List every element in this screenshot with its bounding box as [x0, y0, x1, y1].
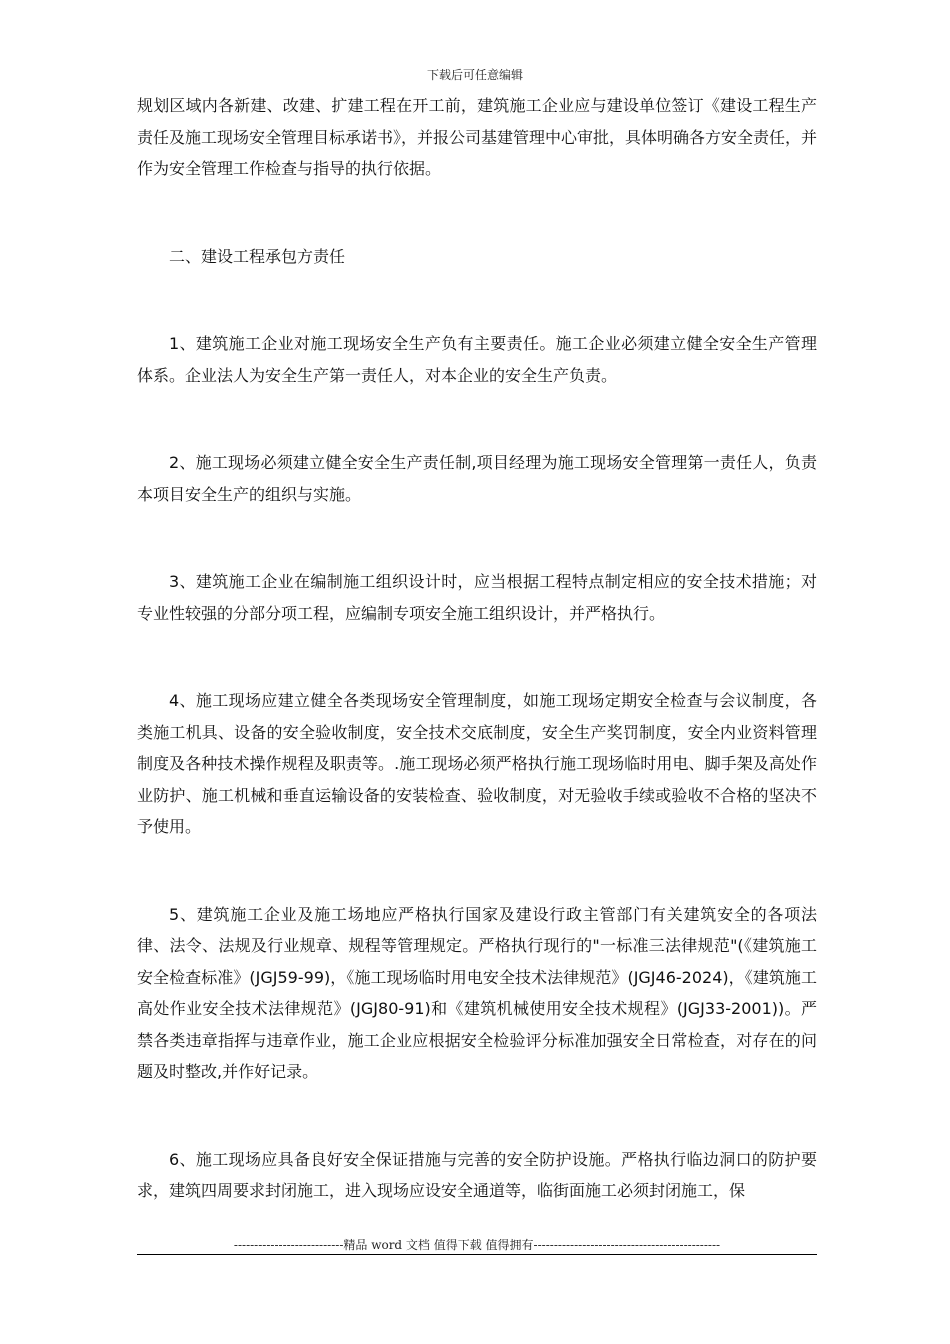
paragraph-item-5: 5、建筑施工企业及施工场地应严格执行国家及建设行政主管部门有关建筑安全的各项法律、法令、法规及行业规章、规程等管理规定。严格执行现行的"一标准三法律规范"(《建筑施工安全检查标准》(JGJ59-99)，《施工现场临时用电安全技术法律规范》(JGJ46-2024)，《建筑施工高处作业安全技术法律规范》(JGJ80-91)和《建筑机械使用安全技术规程》(JGJ33-2001))。严禁各类违章指挥与违章作业，施工企业应根据安全检验评分标准加强安全日常检查，对存在的问题及时整改,并作好记录。 [137, 904, 817, 1081]
paragraph-item-2: 2、施工现场必须建立健全安全生产责任制,项目经理为施工现场安全管理第一责任人，负责本项目安全生产的组织与实施。 [137, 453, 817, 504]
footer-divider [137, 1254, 817, 1255]
paragraph-item-4: 4、施工现场应建立健全各类现场安全管理制度，如施工现场定期安全检查与会议制度，各类施工机具、设备的安全验收制度，安全技术交底制度，安全生产奖罚制度，安全内业资料管理制度及各种技术操作规程及职责等。.施工现场必须严格执行施工现场临时用电、脚手架及高处作业防护、施工机械和垂直运输设备的安装检查、验收制度，对无验收手续或验收不合格的坚决不予使用。 [137, 691, 817, 836]
paragraph-continued: 规划区域内各新建、改建、扩建工程在开工前，建筑施工企业应与建设单位签订《建设工程生产责任及施工现场安全管理目标承诺书》，并报公司基建管理中心审批，具体明确各方安全责任，并作为安全管理工作检查与指导的执行依据。 [137, 96, 818, 178]
section-heading: 二、建设工程承包方责任 [169, 246, 346, 266]
paragraph-item-3: 3、建筑施工企业在编制施工组织设计时，应当根据工程特点制定相应的安全技术措施；对专业性较强的分部分项工程，应编制专项安全施工组织设计，并严格执行。 [137, 572, 817, 623]
paragraph-item-6: 6、施工现场应具备良好安全保证措施与完善的安全防护设施。严格执行临边洞口的防护要求，建筑四周要求封闭施工，进入现场应设安全通道等，临街面施工必须封闭施工，保 [137, 1149, 817, 1200]
page-footer: ---------------------------精品 word 文档 值得下载 值得拥有---------------------------------------------- [233, 1238, 721, 1252]
page-header: 下载后可任意编辑 [426, 68, 523, 82]
paragraph-item-1: 1、建筑施工企业对施工现场安全生产负有主要责任。施工企业必须建立健全安全生产管理体系。企业法人为安全生产第一责任人，对本企业的安全生产负责。 [137, 334, 817, 385]
document-body [137, 90, 817, 1263]
